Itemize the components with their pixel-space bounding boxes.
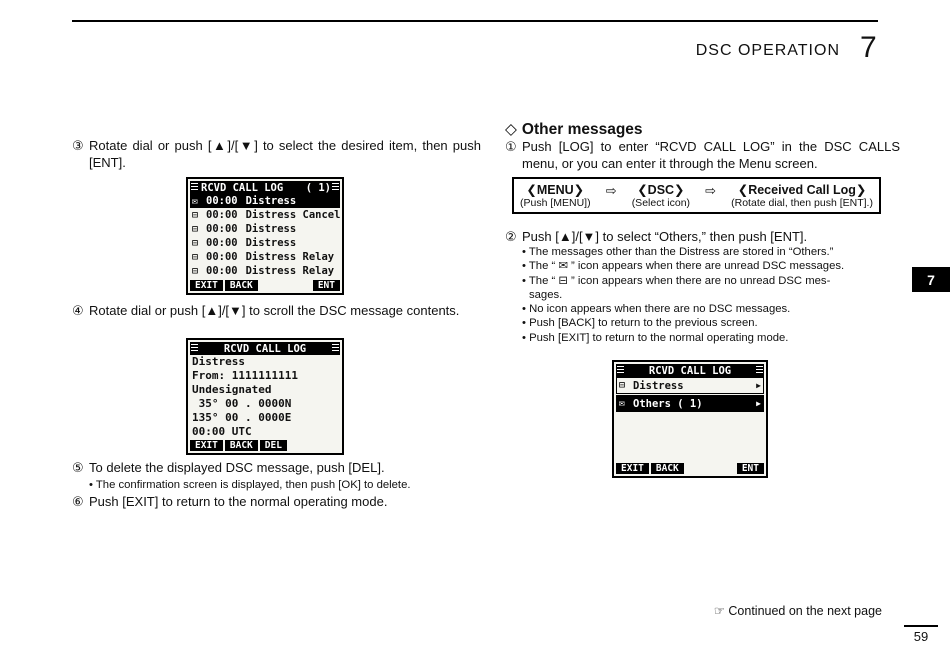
unread-mail-icon: ✉ [192, 195, 199, 207]
softkey-ent: ENT [313, 280, 340, 291]
menu-path-box [512, 177, 881, 214]
call-log-row [190, 208, 340, 222]
title-stripes-icon [191, 183, 198, 192]
call-label: Distress [245, 195, 297, 207]
step-3-text: Rotate dial or push [▲]/[▼] to select the desired item, then push [ENT]. [89, 138, 481, 170]
right-arrow-icon: ▶ [756, 381, 761, 390]
detail-line: Distress [192, 355, 245, 368]
call-label: Distress Relay [245, 251, 335, 263]
step-2-text: Push [▲]/[▼] to select “Others,” then push [ENT]. [522, 229, 808, 244]
call-time: 00:00 [206, 237, 238, 249]
call-log-row [190, 194, 340, 208]
menu-hint: (Select icon) [631, 197, 691, 209]
call-log-row [190, 236, 340, 250]
softkey-back: BACK [225, 280, 258, 291]
call-log-row [190, 222, 340, 236]
call-label: Distress Relay [245, 265, 335, 277]
note-line: • No icon appears when there are no DSC messages. [522, 303, 791, 316]
call-label: Distress [245, 223, 297, 235]
top-rule [72, 20, 878, 22]
softkey-back: BACK [225, 440, 258, 451]
note-line: • Push [BACK] to return to the previous screen. [522, 317, 758, 330]
page-number-rule [904, 625, 938, 627]
diamond-icon: ◇ [505, 121, 517, 138]
others-row-others [616, 395, 764, 412]
chapter-side-tab: 7 [912, 267, 950, 292]
detail-line: 00:00 UTC [192, 425, 252, 438]
title-stripes-icon [756, 366, 763, 375]
softkey-del: DEL [260, 440, 287, 451]
lcd-call-detail [186, 338, 344, 455]
right-arrow-icon: ▶ [756, 399, 761, 408]
step-1-text: Push [LOG] to enter “RCVD CALL LOG” in the DSC CALLS menu, or you can enter it through the Menu screen. [522, 139, 900, 171]
flow-arrow-icon: ⇨ [705, 183, 717, 198]
read-mail-icon: ⊟ [192, 223, 199, 235]
flow-arrow-icon: ⇨ [605, 183, 617, 198]
lcd-received-call-log-list [186, 177, 344, 295]
chapter-number: 7 [860, 31, 877, 64]
menu-path-step-received-call-log [731, 182, 873, 209]
menu-hint: (Push [MENU]) [520, 197, 591, 209]
read-mail-icon: ⊟ [192, 237, 199, 249]
call-label: Distress Cancel [245, 209, 341, 221]
menu-label: ❮MENU❯ [526, 183, 585, 197]
page-title: DSC OPERATION [695, 42, 840, 59]
step-6 [72, 494, 481, 511]
step-6-marker: ⑥ [72, 494, 84, 509]
row-label: Distress [633, 379, 684, 392]
lcd-title-text: RCVD CALL LOG [201, 181, 284, 194]
menu-path-step-menu [520, 182, 591, 209]
softkey-exit: EXIT [190, 440, 223, 451]
step-4 [72, 303, 481, 320]
lcd-others-list [612, 360, 768, 478]
step-5-note: • The confirmation screen is displayed, then push [OK] to delete. [89, 479, 411, 491]
section-heading [505, 120, 643, 139]
step-1 [505, 139, 900, 172]
note-line: • Push [EXIT] to return to the normal operating mode. [522, 331, 789, 344]
menu-hint: (Rotate dial, then push [ENT].) [731, 197, 873, 209]
read-mail-icon: ⊟ [619, 380, 626, 391]
title-stripes-icon [617, 366, 624, 375]
lcd-title-text: RCVD CALL LOG [223, 342, 307, 355]
step-3-marker: ③ [72, 138, 84, 153]
detail-line: From: 1111111111 [192, 369, 298, 382]
call-time: 00:00 [206, 209, 238, 221]
softkey-ent: ENT [737, 463, 764, 474]
menu-label: ❮DSC❯ [637, 183, 685, 197]
row-label: Others ( 1) [633, 397, 703, 410]
call-time: 00:00 [206, 223, 238, 235]
step-2-notes [522, 245, 884, 345]
step-5-text: To delete the displayed DSC message, push [DEL]. [89, 460, 385, 475]
call-time: 00:00 [206, 265, 238, 277]
step-5-marker: ⑤ [72, 460, 84, 475]
step-1-marker: ① [505, 139, 517, 154]
continued-note: ☞ Continued on the next page [713, 604, 882, 618]
detail-line: 35° 00 . 0000N [192, 397, 292, 410]
menu-path-step-dsc [632, 182, 690, 209]
lcd-title-count: ( 1) [305, 181, 331, 194]
softkey-bar [616, 462, 764, 474]
lcd-title-bar [616, 364, 764, 377]
read-mail-icon: ⊟ [192, 251, 199, 263]
step-6-text: Push [EXIT] to return to the normal operating mode. [89, 494, 388, 509]
menu-label: ❮Received Call Log❯ [737, 183, 867, 197]
call-log-row [190, 264, 340, 278]
detail-line: 135° 00 . 0000E [192, 411, 292, 424]
step-2 [505, 229, 900, 246]
call-log-row [190, 250, 340, 264]
softkey-back: BACK [651, 463, 684, 474]
step-2-marker: ② [505, 229, 517, 244]
call-time: 00:00 [206, 195, 238, 207]
lcd-title-bar [190, 181, 340, 194]
call-time: 00:00 [206, 251, 238, 263]
softkey-bar [190, 439, 340, 451]
note-line-continuation: sages. [529, 288, 563, 301]
unread-mail-icon: ✉ [619, 398, 626, 409]
softkey-bar [190, 279, 340, 291]
read-mail-icon: ⊟ [192, 209, 199, 221]
detail-line: Undesignated [192, 383, 272, 396]
softkey-exit: EXIT [616, 463, 649, 474]
step-4-text: Rotate dial or push [▲]/[▼] to scroll the DSC message contents. [89, 303, 460, 318]
section-title: Other messages [521, 121, 643, 138]
title-stripes-icon [332, 344, 339, 353]
softkey-exit: EXIT [190, 280, 223, 291]
note-line: • The messages other than the Distress are stored in “Others.” [522, 246, 834, 258]
step-5 [72, 460, 481, 477]
note-line: • The “ ⊟ ” icon appears when there are no unread DSC mes- [522, 274, 831, 287]
title-stripes-icon [332, 183, 339, 192]
note-line: • The “ ✉ ” icon appears when there are unread DSC messages. [522, 260, 845, 273]
lcd-title-bar [190, 342, 340, 355]
page-number: 59 [913, 629, 929, 644]
title-stripes-icon [191, 344, 198, 353]
step-3 [72, 138, 481, 171]
lcd-title-text: RCVD CALL LOG [648, 364, 732, 377]
read-mail-icon: ⊟ [192, 265, 199, 277]
others-row-distress [616, 377, 764, 394]
step-4-marker: ④ [72, 303, 84, 318]
call-label: Distress [245, 237, 297, 249]
